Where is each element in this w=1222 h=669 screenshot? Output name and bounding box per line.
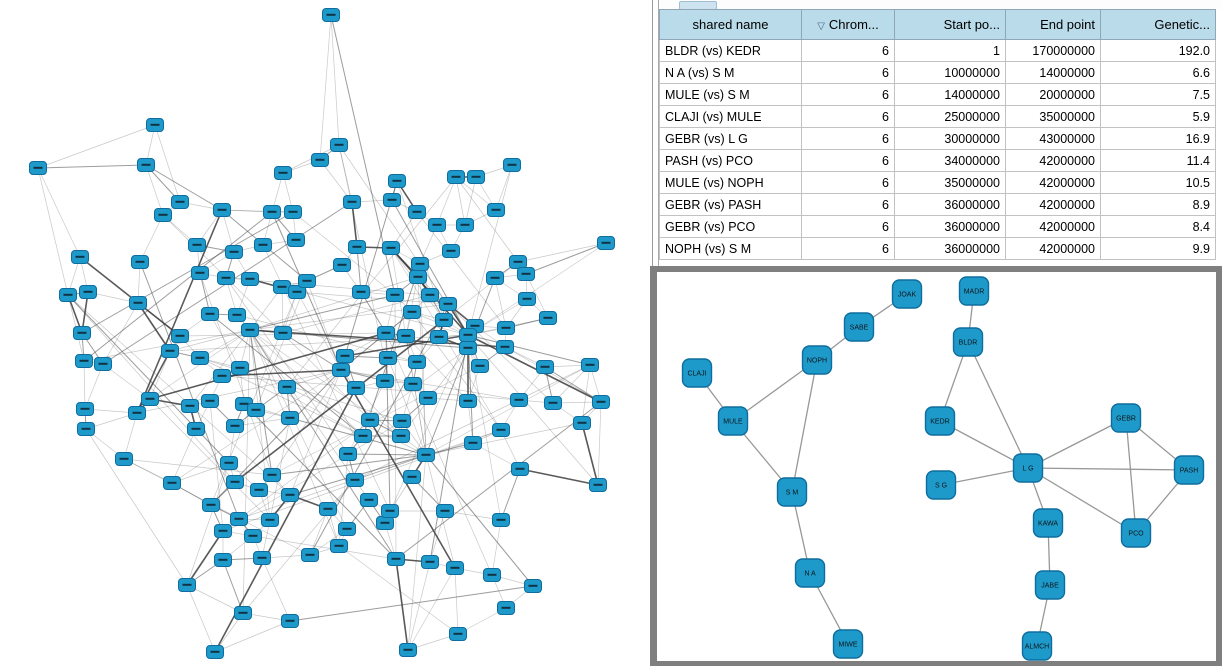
network-node-gebr[interactable] [1112, 404, 1141, 432]
table-cell[interactable]: 16.9 [1101, 128, 1216, 150]
filter-icon: ▽ [817, 21, 825, 32]
table-cell[interactable]: 6 [802, 40, 895, 62]
table-cell[interactable]: 11.4 [1101, 150, 1216, 172]
network-node-joak[interactable] [893, 280, 922, 308]
table-cell[interactable]: 1 [895, 40, 1006, 62]
network-node-n-a[interactable] [796, 559, 825, 587]
node-label: L G [1022, 465, 1034, 473]
table-cell[interactable]: BLDR (vs) KEDR [660, 40, 802, 62]
network-node-miwe[interactable] [834, 630, 863, 658]
table-cell[interactable]: 6 [802, 216, 895, 238]
table-cell[interactable]: 36000000 [895, 194, 1006, 216]
network-node-l-g[interactable] [1014, 454, 1043, 482]
node-label: MIWE [838, 641, 858, 649]
table-row [660, 106, 1216, 128]
table-cell[interactable]: 25000000 [895, 106, 1006, 128]
node-label: SABE [849, 324, 869, 332]
table-row [660, 62, 1216, 84]
table-cell[interactable]: 14000000 [895, 84, 1006, 106]
table-cell[interactable]: 8.4 [1101, 216, 1216, 238]
node-label: KEDR [930, 418, 950, 426]
table-row [660, 194, 1216, 216]
sub-network-panel [650, 266, 1222, 666]
table-cell[interactable]: 43000000 [1006, 128, 1101, 150]
table-row [660, 40, 1216, 62]
table-cell[interactable]: MULE (vs) NOPH [660, 172, 802, 194]
node-label: JOAK [897, 291, 917, 299]
table-cell[interactable]: GEBR (vs) PCO [660, 216, 802, 238]
table-cell[interactable]: 36000000 [895, 216, 1006, 238]
column-header-end[interactable]: End point [1006, 10, 1101, 40]
table-cell[interactable]: 42000000 [1006, 150, 1101, 172]
edge-table-panel [652, 0, 1222, 266]
table-cell[interactable]: 42000000 [1006, 238, 1101, 260]
table-cell[interactable]: 14000000 [1006, 62, 1101, 84]
network-node-claji[interactable] [683, 359, 712, 387]
table-row [660, 238, 1216, 260]
table-cell[interactable]: NOPH (vs) S M [660, 238, 802, 260]
table-cell[interactable]: 35000000 [895, 172, 1006, 194]
table-row [660, 84, 1216, 106]
table-scroll-strip [659, 0, 1222, 9]
column-header-chromosome-label: Chrom... [828, 17, 879, 32]
network-node-mule[interactable] [719, 407, 748, 435]
network-node-sabe[interactable] [845, 313, 874, 341]
table-cell[interactable]: 42000000 [1006, 216, 1101, 238]
node-label: BLDR [958, 339, 978, 347]
table-cell[interactable]: 34000000 [895, 150, 1006, 172]
table-cell[interactable]: 9.9 [1101, 238, 1216, 260]
network-edge [1126, 418, 1136, 533]
column-header-chromosome[interactable] [802, 10, 895, 40]
table-cell[interactable]: GEBR (vs) PASH [660, 194, 802, 216]
column-header-shared-name[interactable]: shared name [660, 10, 802, 40]
network-node-kedr[interactable] [926, 407, 955, 435]
table-row [660, 150, 1216, 172]
network-node-kawa[interactable] [1034, 509, 1063, 537]
table-cell[interactable]: 6 [802, 106, 895, 128]
table-cell[interactable]: 5.9 [1101, 106, 1216, 128]
table-cell[interactable]: 7.5 [1101, 84, 1216, 106]
network-node-bldr[interactable] [954, 328, 983, 356]
table-row [660, 216, 1216, 238]
table-cell[interactable]: 10.5 [1101, 172, 1216, 194]
network-edge [968, 342, 1028, 468]
column-header-start[interactable]: Start po... [895, 10, 1006, 40]
table-body [660, 40, 1216, 260]
column-header-genetic[interactable]: Genetic... [1101, 10, 1216, 40]
network-node-jabe[interactable] [1036, 571, 1065, 599]
network-node-pash[interactable] [1175, 456, 1204, 484]
table-header-row [660, 10, 1216, 40]
network-edge [792, 360, 817, 492]
node-label: JABE [1041, 582, 1059, 590]
node-label: MADR [963, 288, 985, 296]
table-cell[interactable]: 6 [802, 62, 895, 84]
table-cell[interactable]: 42000000 [1006, 194, 1101, 216]
table-cell[interactable]: 6 [802, 194, 895, 216]
table-cell[interactable]: 36000000 [895, 238, 1006, 260]
table-cell[interactable]: 6 [802, 172, 895, 194]
table-row [660, 128, 1216, 150]
node-label: N A [804, 570, 816, 578]
table-cell[interactable]: 192.0 [1101, 40, 1216, 62]
table-cell[interactable]: MULE (vs) S M [660, 84, 802, 106]
table-cell[interactable]: 6 [802, 128, 895, 150]
table-cell[interactable]: PASH (vs) PCO [660, 150, 802, 172]
table-cell[interactable]: CLAJI (vs) MULE [660, 106, 802, 128]
table-cell[interactable]: 6 [802, 150, 895, 172]
table-row [660, 172, 1216, 194]
node-label: KAWA [1037, 520, 1059, 528]
network-node-almch[interactable] [1023, 632, 1052, 660]
table-cell[interactable]: 10000000 [895, 62, 1006, 84]
node-label: S G [934, 482, 948, 490]
node-label: ALMCH [1024, 643, 1050, 651]
node-label: S M [785, 489, 799, 497]
table-cell[interactable]: 30000000 [895, 128, 1006, 150]
table-cell[interactable]: 42000000 [1006, 172, 1101, 194]
table-cell[interactable]: 6 [802, 84, 895, 106]
network-node-s-m[interactable] [778, 478, 807, 506]
edge-table [659, 9, 1216, 260]
table-cell[interactable]: 20000000 [1006, 84, 1101, 106]
node-label: PASH [1179, 467, 1199, 475]
network-node-s-g[interactable] [927, 471, 956, 499]
network-node-pco[interactable] [1122, 519, 1151, 547]
small-network-view[interactable] [657, 272, 1216, 661]
node-label: NOPH [806, 357, 828, 365]
table-cell[interactable]: 35000000 [1006, 106, 1101, 128]
sub-network-canvas-area [657, 272, 1216, 661]
node-label: MULE [723, 418, 743, 426]
table-cell[interactable]: N A (vs) S M [660, 62, 802, 84]
node-label: PCO [1128, 530, 1144, 538]
table-cell[interactable]: 8.9 [1101, 194, 1216, 216]
table-cell[interactable]: 6.6 [1101, 62, 1216, 84]
network-node-madr[interactable] [960, 277, 989, 305]
table-cell[interactable]: GEBR (vs) L G [660, 128, 802, 150]
node-label: CLAJI [687, 370, 707, 378]
table-cell[interactable]: 6 [802, 238, 895, 260]
network-edge [1028, 468, 1189, 470]
node-label: GEBR [1116, 415, 1136, 423]
table-cell[interactable]: 170000000 [1006, 40, 1101, 62]
network-node-noph[interactable] [803, 346, 832, 374]
